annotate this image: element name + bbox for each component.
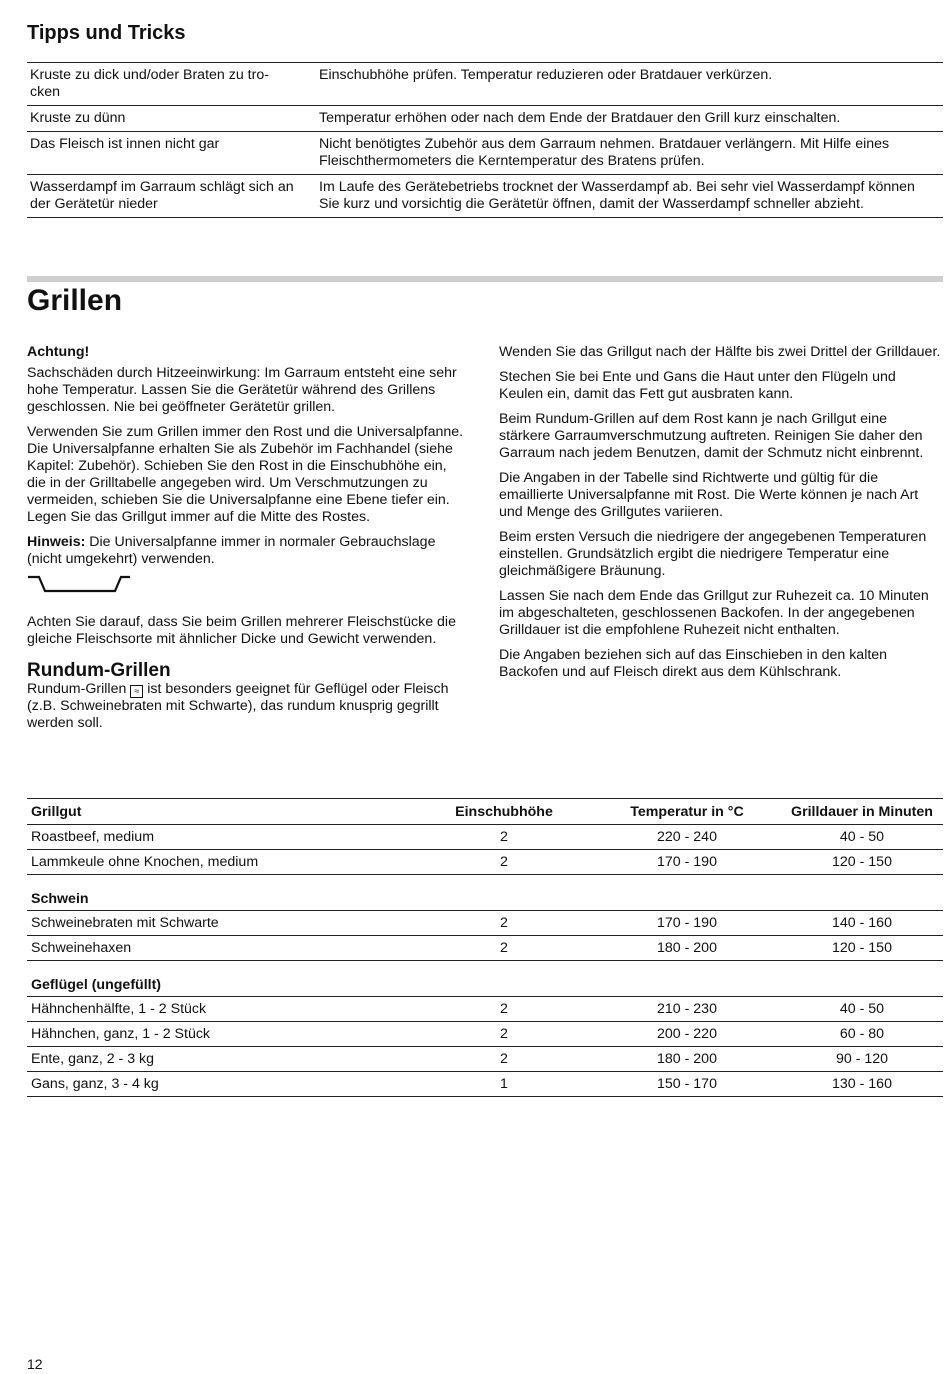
table-row (27, 132, 943, 175)
rundum-grill-icon: ≈ (130, 685, 143, 698)
cell-grillgut: Lammkeule ohne Knochen, medium (27, 850, 415, 875)
warning-label: Achtung! (27, 344, 90, 360)
tips-title: Tipps und Tricks (27, 22, 186, 44)
paragraph: Stechen Sie bei Ente und Gans die Haut unter den Flügeln und Keulen ein, damit das Fett gut ausbraten kann. (499, 369, 896, 402)
cell-grillgut: Hähnchen, ganz, 1 - 2 Stück (27, 1022, 415, 1047)
paragraph: Die Angaben in der Tabelle sind Richtwerte und gültig für die emaillierte Universalpfanne mit Rost. Die Werte können je nach Art und Menge des Grillgutes variieren. (499, 470, 919, 520)
grill-table (27, 798, 943, 1097)
cell-grilldauer: 140 - 160 (781, 911, 943, 936)
page-number: 12 (27, 1356, 43, 1372)
tips-solution: Nicht benötigtes Zubehör aus dem Garraum nehmen. Bratdauer verlängern. Mit Hilfe eines Fleischthermometers die Kerntemperatur des Bratens prüfen. (316, 132, 943, 175)
cell-grilldauer: 60 - 80 (781, 1022, 943, 1047)
table-section-row (27, 875, 943, 911)
table-header-row (27, 799, 943, 825)
cell-temperatur: 200 - 220 (593, 1022, 781, 1047)
cell-temperatur: 170 - 190 (593, 850, 781, 875)
table-row (27, 850, 943, 875)
table-section-row (27, 961, 943, 997)
paragraph: Beim ersten Versuch die niedrigere der angegebenen Temperaturen einstellen. Grundsätzlich ergibt die niedrigere Temperatur eine gleichmäßigere Bräunung. (499, 529, 927, 579)
subsection-title-rundum-grillen: Rundum-Grillen (27, 660, 171, 681)
tips-solution: Im Laufe des Gerätebetriebs trocknet der Wasserdampf ab. Bei sehr viel Wasserdampf können Sie kurz und vorsichtig die Gerätetür öffnen, damit der Wasserdampf schneller abzieht. (316, 175, 943, 218)
cell-grillgut: Ente, ganz, 2 - 3 kg (27, 1047, 415, 1072)
header-grilldauer: Grilldauer in Minuten (781, 799, 943, 825)
section-divider (27, 276, 943, 282)
warning-text: Sachschäden durch Hitzeeinwirkung: Im Garraum entsteht eine sehr hohe Temperatur. Lassen Sie die Gerätetür während des Grillens geschlossen. Nie bei geöffneter Gerätetür grillen. (27, 365, 457, 415)
cell-einschubhoehe: 1 (415, 1072, 593, 1097)
table-row (27, 106, 943, 132)
table-row (27, 825, 943, 850)
cell-temperatur: 170 - 190 (593, 911, 781, 936)
paragraph: Beim Rundum-Grillen auf dem Rost kann je nach Grillgut eine stärkere Garraumverschmutzung auftreten. Reinigen Sie daher den Garraum nach jedem Benutzen, damit der Schmutz nicht einbrennt. (499, 411, 924, 461)
cell-grillgut: Hähnchenhälfte, 1 - 2 Stück (27, 997, 415, 1022)
paragraph: Achten Sie darauf, dass Sie beim Grillen mehrerer Fleischstücke die gleiche Fleischsorte mit ähnlicher Dicke und Gewicht verwenden. (27, 614, 456, 647)
paragraph: Lassen Sie nach dem Ende das Grillgut zur Ruhezeit ca. 10 Minuten im abgeschalteten, geschlossenen Backofen. In der angegebenen Grilldauer ist die empfohlene Ruhezeit nicht enthalten. (499, 588, 929, 638)
table-row (27, 936, 943, 961)
header-einschubhoehe: Einschubhöhe (415, 799, 593, 825)
table-row (27, 1072, 943, 1097)
tips-problem: Kruste zu dick und/oder Braten zu tro- cken (27, 63, 316, 106)
hint-label: Hinweis: (27, 534, 86, 550)
section-schwein: Schwein (27, 875, 943, 911)
cell-grilldauer: 40 - 50 (781, 997, 943, 1022)
cell-grilldauer: 90 - 120 (781, 1047, 943, 1072)
cell-grilldauer: 120 - 150 (781, 936, 943, 961)
table-row (27, 911, 943, 936)
tips-solution: Einschubhöhe prüfen. Temperatur reduzieren oder Bratdauer verkürzen. (316, 63, 943, 106)
cell-einschubhoehe: 2 (415, 911, 593, 936)
cell-grillgut: Roastbeef, medium (27, 825, 415, 850)
table-row (27, 997, 943, 1022)
section-title-grillen: Grillen (27, 284, 123, 317)
header-grillgut: Grillgut (27, 799, 415, 825)
left-column (27, 344, 467, 740)
cell-einschubhoehe: 2 (415, 936, 593, 961)
hint-paragraph (27, 534, 467, 568)
tips-solution: Temperatur erhöhen oder nach dem Ende der Bratdauer den Grill kurz einschalten. (316, 106, 943, 132)
tips-problem: Kruste zu dünn (27, 106, 316, 132)
tips-problem: Das Fleisch ist innen nicht gar (27, 132, 316, 175)
table-row (27, 1022, 943, 1047)
cell-grillgut: Gans, ganz, 3 - 4 kg (27, 1072, 415, 1097)
cell-grillgut: Schweinehaxen (27, 936, 415, 961)
cell-einschubhoehe: 2 (415, 825, 593, 850)
cell-einschubhoehe: 2 (415, 1022, 593, 1047)
cell-einschubhoehe: 2 (415, 997, 593, 1022)
universal-pan-icon (27, 574, 131, 596)
section-gefluegel: Geflügel (ungefüllt) (27, 961, 943, 997)
tips-problem: Wasserdampf im Garraum schlägt sich an der Gerätetür nieder (27, 175, 316, 218)
paragraph: Wenden Sie das Grillgut nach der Hälfte bis zwei Drittel der Grilldauer. (499, 344, 941, 360)
rundum-text-pre: Rundum-Grillen (27, 681, 131, 697)
paragraph: Die Angaben beziehen sich auf das Einschieben in den kalten Backofen und auf Fleisch direkt aus dem Kühlschrank. (499, 647, 888, 680)
cell-temperatur: 220 - 240 (593, 825, 781, 850)
table-row (27, 1047, 943, 1072)
cell-temperatur: 180 - 200 (593, 936, 781, 961)
right-column (499, 344, 942, 689)
cell-temperatur: 210 - 230 (593, 997, 781, 1022)
tips-table (27, 62, 943, 218)
cell-grilldauer: 130 - 160 (781, 1072, 943, 1097)
rundum-paragraph (27, 681, 467, 732)
cell-einschubhoehe: 2 (415, 1047, 593, 1072)
cell-einschubhoehe: 2 (415, 850, 593, 875)
table-row (27, 63, 943, 106)
cell-grilldauer: 120 - 150 (781, 850, 943, 875)
paragraph: Verwenden Sie zum Grillen immer den Rost und die Universalpfanne. Die Universalpfanne erhalten Sie als Zubehör im Fachhandel (siehe Kapitel: Zubehör). Schieben Sie den Rost in die Einschubhöhe ein, die in der Grilltabelle angegeben wird. Um Verschmutzungen zu vermeiden, schieben Sie die Universalpfanne eine Ebene tiefer ein. Legen Sie das Grillgut immer auf die Mitte des Rostes. (27, 424, 464, 525)
rundum-text-post: ist besonders geeignet für Geflügel oder Fleisch (z.B. Schweinebraten mit Schwarte), das rundum knusprig gegrillt werden soll. (27, 681, 449, 731)
hint-text: Die Universalpfanne immer in normaler Gebrauchslage (nicht umgekehrt) verwenden. (27, 534, 436, 567)
cell-grillgut: Schweinebraten mit Schwarte (27, 911, 415, 936)
header-temperatur: Temperatur in °C (593, 799, 781, 825)
cell-temperatur: 180 - 200 (593, 1047, 781, 1072)
table-row (27, 175, 943, 218)
cell-grilldauer: 40 - 50 (781, 825, 943, 850)
cell-temperatur: 150 - 170 (593, 1072, 781, 1097)
